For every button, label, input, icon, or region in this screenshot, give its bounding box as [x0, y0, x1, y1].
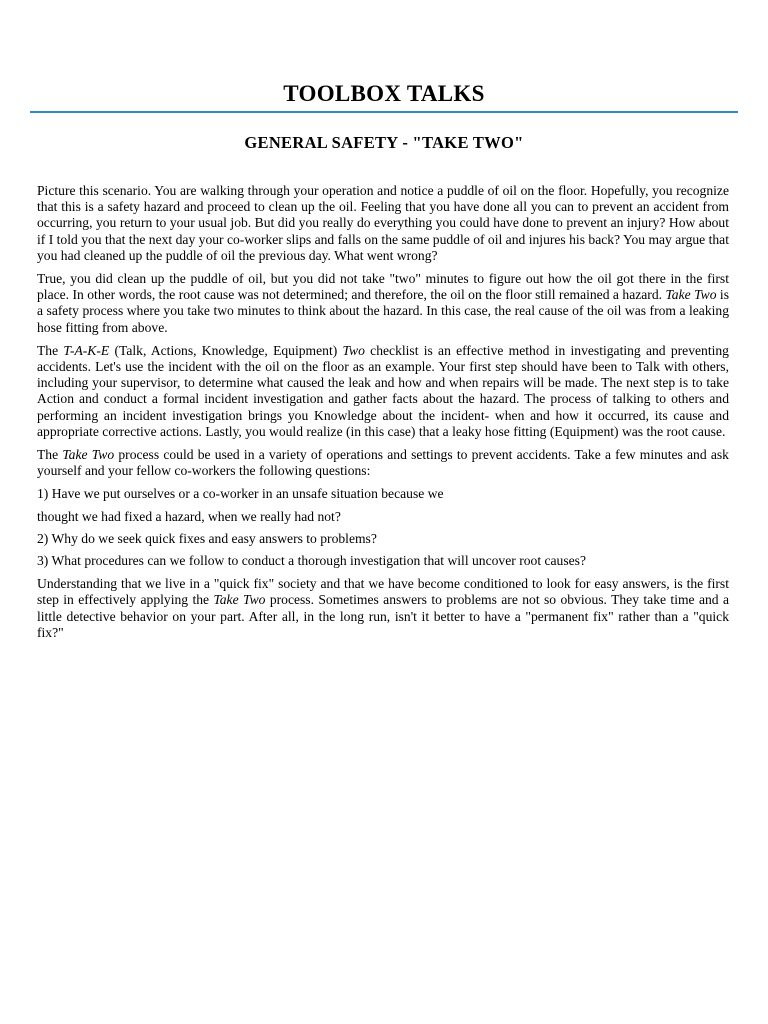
page-subtitle: GENERAL SAFETY - "TAKE TWO" [244, 133, 524, 152]
question-1-line-1: 1) Have we put ourselves or a co-worker in an unsafe situation because we [37, 486, 444, 502]
paragraph-text: (Talk, Actions, Knowledge, Equipment) [109, 342, 343, 358]
take-acronym-emphasis: T-A-K-E [63, 342, 110, 358]
title-divider [30, 111, 738, 113]
paragraph-text: Understanding that we live in a "quick fix" society and that we have become conditioned to look for easy answers, is the first step in effectively applying the [37, 576, 729, 608]
paragraph-text: The [37, 342, 64, 358]
take-two-emphasis: Take Two [62, 447, 115, 463]
question-1-line-2: thought we had fixed a hazard, when we really had not? [37, 508, 341, 524]
paragraph-scenario: Picture this scenario. You are walking through your operation and notice a puddle of oil on the floor. Hopefully, you recognize that this is a safety hazard and proceed to clean up the oil. Feeling that you have done all you can to prevent an accident from occurring, you return to your usual job. But did you really do everything you could have done to prevent an injury? How about if I told you that the next day your co-worker slips and falls on the same puddle of oil and injures his back? You may argue that you had cleaned up the puddle of oil the previous day. What went wrong? [37, 183, 729, 263]
paragraph-conclusion [37, 576, 729, 641]
paragraph-text: process could be used in a variety of operations and settings to prevent accidents. Take a few minutes and ask yourself and your fellow co-workers the following questions: [37, 447, 729, 479]
take-two-emphasis: Take Two [213, 592, 266, 608]
paragraph-text: checklist is an effective method in investigating and preventing accidents. Let's use the incident with the oil on the floor as an example. Your first step should have been to Talk with others, including your supervisor, to determine what caused the leak and how and when repairs will be made. The next step is to take Action and conduct a formal incident investigation and gather facts about the hazard. The process of talking to others and performing an incident investigation brings you Knowledge about the incident- when and how it occurred, its cause and appropriate corrective actions. Lastly, you would realize (in this case) that a leaky hose fitting (Equipment) was the root cause. [37, 342, 729, 439]
body-text [37, 183, 729, 648]
two-emphasis: Two [342, 342, 365, 358]
paragraph-take-checklist [37, 343, 729, 440]
page-title: TOOLBOX TALKS [283, 81, 485, 106]
question-3: 3) What procedures can we follow to conduct a thorough investigation that will uncover root causes? [37, 553, 587, 569]
paragraph-text: is a safety process where you take two minutes to think about the hazard. In this case, the real cause of the oil was from a leaking hose fitting from above. [37, 287, 730, 335]
paragraph-text: process. Sometimes answers to problems are not so obvious. They take time and a little detective behavior on your part. After all, in the long run, isn't it better to have a "permanent fix" rather than a "quick fix?" [37, 592, 730, 640]
paragraph-process-use [37, 447, 729, 479]
question-2: 2) Why do we seek quick fixes and easy answers to problems? [37, 530, 377, 546]
paragraph-root-cause [37, 271, 729, 336]
paragraph-text: True, you did clean up the puddle of oil, but you did not take "two" minutes to figure out how the oil got there in the first place. In other words, the root cause was not determined; and therefore, the oil on the floor still remained a hazard. [37, 271, 729, 303]
paragraph-text: The [37, 447, 63, 463]
take-two-emphasis: Take Two [665, 287, 717, 303]
